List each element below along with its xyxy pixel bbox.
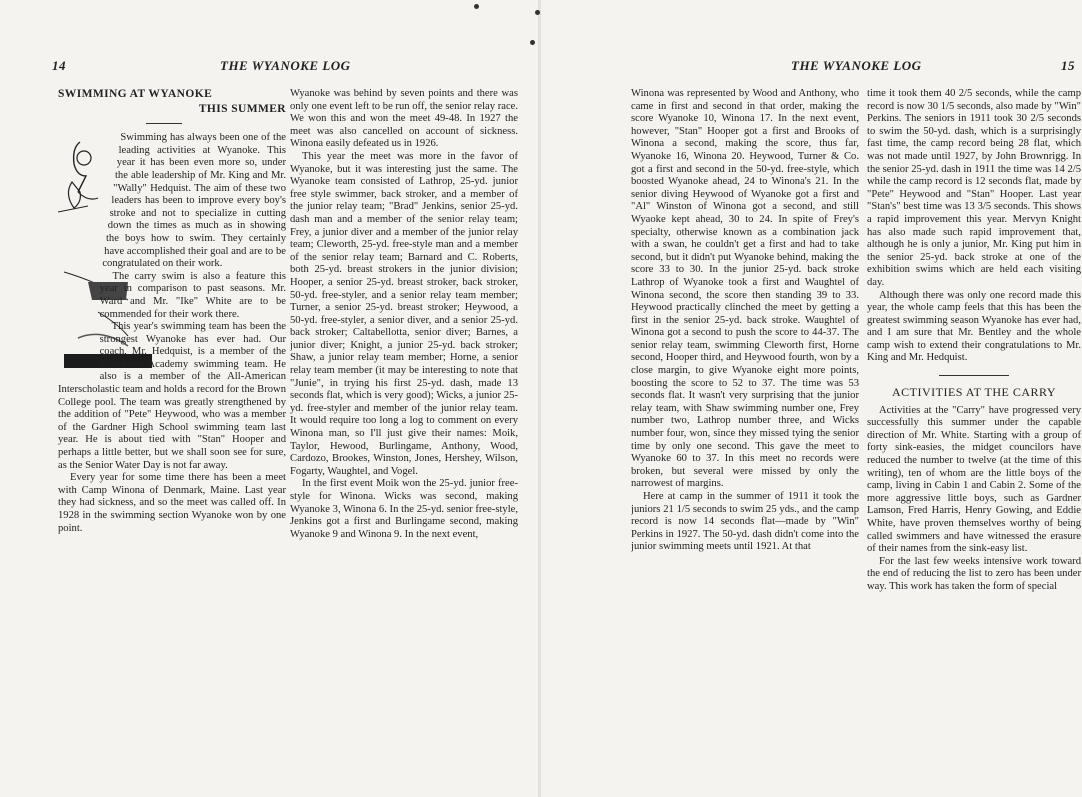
paragraph: Winona was represented by Wood and Anthony, who came in first and second in that order, making the score Wyanoke 10, Winona 17. In the next event, however, "Stan" Hooper got a first and Brooks of Winona a second, making the score, thus far, Wyanoke 16, Winona 20. Heywood, Turner & Co. got a first and second in the 50-yd. free-style, which boosted Wyanoke ahead, 24 to Winona's 21. In the senior diving Heywood of Wyanoke got a first and "Al" Winston of Winona got a second, and still Wyaoke kept ahead, 30 to 24. In spite of Frey's specialty, otherwise known as a combination jack with a swan, he couldn't get a first and had to take second, but it didn't put Wyanoke behind, making the score 33 to 30. In the junior 25-yd. back stroke Lathrop of Wyanoke took a first and Waughtel of Winona second, the score then standing 39 to 33. Heywood practically clinched the meet by getting a first in the senior 25-yd. back stroke. Waughtel of Winona got a second to push the score to 44-37. The senior relay team, swimming Cleworth first, Horne second, Hooper third, and Heywood fourth, won by a close margin, to give Wyanoke eight more points, boosting the score to 52 to 37. The time was 53 seconds flat. It wasn't very surprising that the junior relay team, with Shaw swimming number one, Frey number two, Lathrop number three, and Wicks number four, won, since they missed tying the senior time by only one second. This gave the meet to Wyanoke 60 to 37. In this meet no records were broken, but several were missed by only the narrowest of margins. bbox=[631, 88, 859, 490]
article-subtitle: THIS SUMMER bbox=[198, 102, 286, 115]
paragraph: Activities at the "Carry" have progressed very successfully this summer under the capable direction of Mr. White. Starting with a group of forty sink-easies, the midget councilors have reduced the number to twelve (at the time of this writing), ten of whom are the little boys of the camp, living in Cabin 1 and Cabin 2. Some of the more aggressive little boys, such as Gardner Lamson, Fred Harris, Henry Gowing, and Eddie White, have proven themselves worthy of being called swimmers and have witnessed the erasure of their names from the sink-easy list. bbox=[867, 404, 1081, 555]
scan-speck bbox=[530, 40, 535, 45]
running-head-left: THE WYANOKE LOG bbox=[220, 58, 351, 73]
page-number-right: 15 bbox=[1061, 58, 1075, 73]
scan-speck bbox=[474, 4, 479, 9]
article-title: SWIMMING AT WYANOKE bbox=[58, 88, 213, 100]
column-1 bbox=[58, 88, 286, 778]
paragraph: This year the meet was more in the favor of Wyanoke, but it was interesting just the same. The Wyanoke team consisted of Lathrop, 25-yd. junior free style swimmer, back stroker, and a member of the junior relay team; "Brad" Jenkins, senior 25-yd. dash man and a member of the senior relay team; Frey, a junior diver and a member of the junior relay team; Cleworth, 25-yd. free-style man and a member of the senior relay team; Barnard and C. Roberts, both 25-yd. breast strokers in the junior division; Hooper, a senior 25-yd. breast stroker, back stroker, 50-yd. free-styler, and a senior relay team member; Turner, a senior 25-yd. breast stroker; Heywood, a 50-yd. free-styler, a senior diver, and a senior 25-yd. back stroker; Caltabellotta, senior diver; Barnes, a junior diver; Knight, a junior 25-yd. back stroker; Shaw, a junior relay team member; Horne, a senior relay team member (it may be interesting to note that "Junie", in trying his first 25-yd. dash, made 13 seconds flat, which is very good); Wicks, a junior 25-yd. free-styler and member of the junior relay team. It would require too long a log to comment on every Winona man, so I'll just give their names: Moik, Taylor, Hewood, Burlingame, Anthony, Wood, Cardozo, Brookes, Winston, Jones, Hershey, Wilson, Fogarty, Waughtel, and Vogel. bbox=[290, 150, 518, 477]
column-2 bbox=[290, 88, 518, 778]
running-head-right: THE WYANOKE LOG bbox=[791, 58, 922, 73]
paragraph: Wyanoke was behind by seven points and there was only one event left to be run off, the senior relay race. We won this and won the meet 49-48. In 1927 the meet was also cancelled on account of sickness. Winona easily defeated us in 1926. bbox=[290, 88, 518, 150]
paragraph: For the last few weeks intensive work toward the end of reducing the list to zero has been under way. This work has taken the form of special bbox=[867, 555, 1081, 592]
paragraph: Swimming has always been one of the leading activities at Wyanoke. This year it has been even more so, under the able leadership of Mr. King and Mr. "Wally" Hedquist. The aim of these two leaders has been to improve every boy's stroke and not to specialize in cutting down the times as much as in showing the boys how to swim. They certainly have accomplished their goal and are to be congratulated on their work. bbox=[102, 132, 286, 270]
right-page bbox=[541, 0, 1082, 797]
paragraph: In the first event Moik won the 25-yd. junior free-style for Winona. Wicks was second, making Wyanoke 3, Winona 6. In the 25-yd. senior free-style, Jenkins got a first and Burlingame second, making Wyanoke 9 and Winona 9. In the next event, bbox=[290, 478, 518, 540]
column-3 bbox=[631, 88, 859, 778]
paragraph: The carry swim is also a feature this year in comparison to past seasons. Mr. Ward and Mr. "Ike" White are to be commended for their work there. bbox=[99, 270, 286, 320]
paragraph: time it took them 40 2/5 seconds, while the camp record is now 30 1/5 seconds, also made by "Win" Perkins. The seniors in 1911 took 30 2/5 seconds to swim the 50-yd. dash, which is a surprisingly fast time, the camp record being 28 flat, which was not made until 1927, by John Brownrigg. In the senior 25-yd. dash in 1911 the time was 14 2/5 while the camp record is 12 seconds flat, made by "Pete" Heywood and "Stan" Hooper. Last year "Stan's" best time was 13 3/5 seconds. This shows a rapid improvement this year. Mervyn Knight has also made such rapid improvement that, although he is only a junior, Mr. King put him in the senior 25-yd. back stroke at one of the exhibition swims which are held each visiting day. bbox=[867, 88, 1081, 288]
scan-speck bbox=[535, 10, 540, 15]
page-number-left: 14 bbox=[52, 58, 66, 73]
title-rule bbox=[146, 123, 182, 124]
paragraph: Here at camp in the summer of 1911 it took the juniors 21 1/5 seconds to swim 25 yds., and the camp record is now 14 seconds flat—made by "Win" Perkins in 1927. The 50-yd. dash didn't come into the junior swimming meets until 1921. At that bbox=[631, 491, 859, 553]
paragraph: Although there was only one record made this year, the whole camp feels that this has been the greatest swimming season Wyanoke has ever had, and I am sure that Mr. Bentley and the whole camp wish to extend their congratulations to Mr. King and Mr. Hedquist. bbox=[867, 289, 1081, 364]
column-4 bbox=[867, 88, 1081, 778]
paragraph: Every year for some time there has been a meet with Camp Winona of Denmark, Maine. Last year they had sickness, and so the meet was called off. In 1928 in the swimming section Wyanoke won by one point. bbox=[58, 472, 286, 534]
section-rule bbox=[939, 375, 1009, 376]
section-title: ACTIVITIES AT THE CARRY bbox=[891, 385, 1057, 400]
paragraph: This year's swimming team has been the strongest Wyanoke has ever had. Our coach, Mr. Hedquist, is a member of the Worcester Academy swimming team. He also is a member of the All-American Interscholastic team and holds a record for the Brown College pool. The team was greatly strengthened by the addition of "Pete" Heywood, who was a member of the Gardner High School swimming team last year. He is about tied with "Stan" Hooper and perhaps a little better, but we shall soon see for sure, as the Senior Water Day is not far away. bbox=[58, 321, 286, 471]
